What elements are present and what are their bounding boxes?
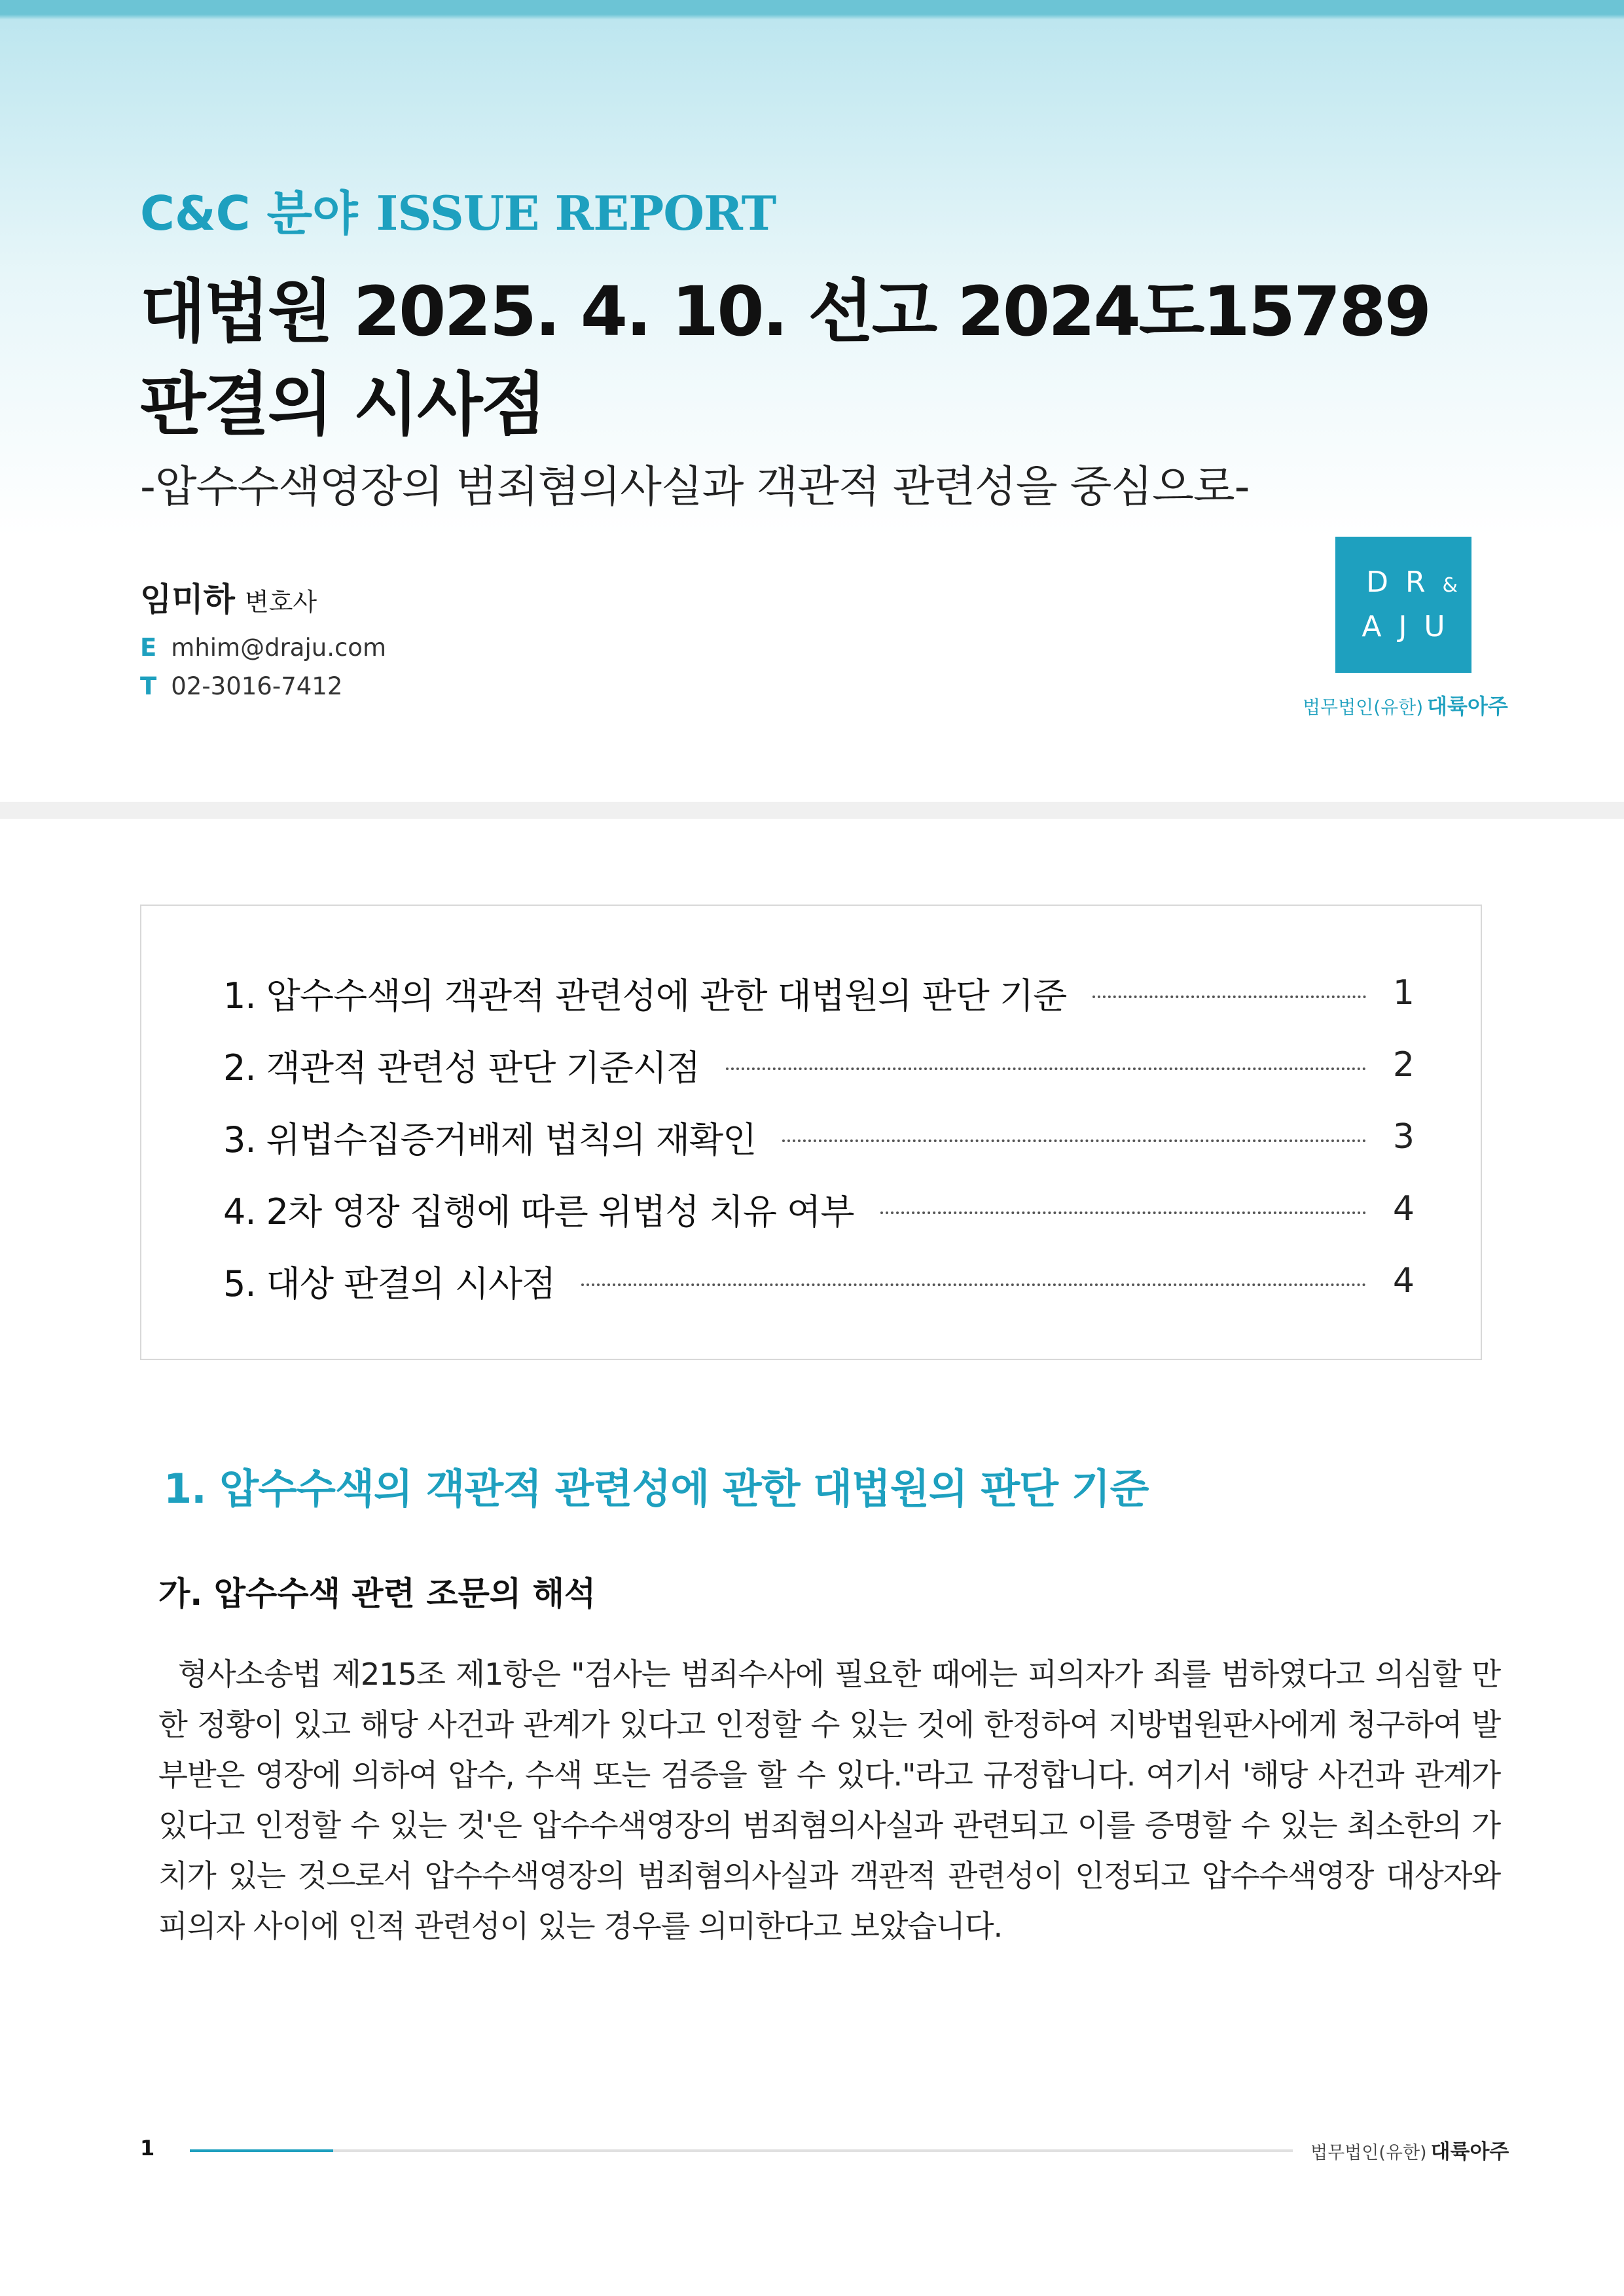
author-role: 변호사 — [245, 588, 317, 617]
firm-name-prefix: 법무법인(유한) — [1303, 696, 1424, 718]
email-link[interactable]: mhim@draju.com — [171, 634, 386, 662]
toc-leader-dots — [880, 1211, 1367, 1214]
toc-item-page: 3 — [1392, 1117, 1415, 1157]
toc-item[interactable] — [223, 1039, 1415, 1091]
table-of-contents — [140, 905, 1482, 1360]
toc-item-page: 2 — [1392, 1045, 1415, 1085]
page-number: 1 — [140, 2136, 155, 2161]
toc-leader-dots — [1092, 996, 1366, 998]
firm-name — [1303, 690, 1508, 720]
toc-item-label: 2. 객관적 관련성 판단 기준시점 — [223, 1047, 700, 1088]
page-progress-bar — [190, 2149, 1293, 2152]
toc-item-page: 4 — [1392, 1189, 1415, 1229]
firm-name-main: 대륙아주 — [1427, 694, 1508, 719]
author-email — [140, 634, 386, 662]
header-separator — [0, 802, 1624, 819]
logo-row-1-text: DR — [1366, 565, 1443, 599]
toc-leader-dots — [581, 1283, 1366, 1286]
toc-item-label: 4. 2차 영장 집행에 따른 위법성 치유 여부 — [223, 1191, 854, 1232]
logo-row-2: AJU — [1362, 610, 1462, 643]
toc-leader-dots — [782, 1139, 1366, 1142]
footer-brand — [1310, 2135, 1509, 2164]
firm-logo — [1335, 537, 1471, 673]
report-category — [140, 175, 776, 243]
logo-row-1 — [1335, 565, 1471, 599]
report-category-en: ISSUE REPORT — [376, 185, 776, 241]
toc-item-page: 4 — [1392, 1261, 1415, 1300]
report-category-ko: C&C 분야 — [140, 186, 358, 241]
section-subheading: 가. 압수수색 관련 조문의 해석 — [158, 1575, 596, 1613]
section-title: 1. 압수수색의 객관적 관련성에 관한 대법원의 판단 기준 — [164, 1465, 1149, 1513]
page-title-line-1: 대법원 2025. 4. 10. 선고 2024도15789 — [140, 272, 1430, 351]
phone-number: 02-3016-7412 — [171, 672, 343, 700]
footer-brand-name: 대륙아주 — [1430, 2140, 1509, 2164]
toc-item-page: 1 — [1392, 973, 1415, 1013]
logo-ampersand: & — [1442, 574, 1458, 597]
author-phone — [140, 672, 342, 700]
toc-item[interactable] — [223, 1255, 1415, 1307]
toc-item-label: 1. 압수수색의 객관적 관련성에 관한 대법원의 판단 기준 — [223, 975, 1067, 1016]
page-title — [140, 265, 1515, 451]
toc-leader-dots — [726, 1067, 1366, 1070]
toc-item-label: 5. 대상 판결의 시사점 — [223, 1263, 556, 1304]
email-key: E — [140, 634, 157, 662]
section-body-text: 형사소송법 제215조 제1항은 "검사는 범죄수사에 필요한 때에는 피의자가 죄를 범하였다고 의심할 만한 정황이 있고 해당 사건과 관계가 있다고 인정할 수 있는 것에 한정하여 지방법원판사에게 청구하여 발부받은 영장에 의하여 압수, 수색 또는 검증을 할 수 있다."라고 규정합니다. 여기서 '해당 사건과 관계가 있다고 인정할 수 있는 것'은 압수수색영장의 범죄혐의사실과 관련되고 이를 증명할 수 있는 최소한의 가치가 있는 것으로서 압수수색영장의 범죄혐의사실과 객관적 관련성이 인정되고 압수수색영장 대상자와 피의자 사이에 인적 관련성이 있는 경우를 의미한다고 보았습니다. — [158, 1657, 1500, 1944]
section-body — [158, 1649, 1500, 1952]
footer-brand-prefix: 법무법인(유한) — [1310, 2143, 1427, 2163]
author-name: 임미하 — [140, 581, 235, 619]
page-subtitle: -압수수색영장의 범죄혐의사실과 객관적 관련성을 중심으로- — [140, 461, 1250, 512]
author — [140, 573, 317, 620]
page-title-line-2: 판결의 시사점 — [140, 365, 545, 444]
toc-item-label: 3. 위법수집증거배제 법칙의 재확인 — [223, 1119, 757, 1160]
phone-key: T — [140, 672, 157, 700]
page-progress-fill — [190, 2149, 333, 2152]
toc-item[interactable] — [223, 1183, 1415, 1235]
toc-item[interactable] — [223, 1111, 1415, 1163]
toc-item[interactable] — [223, 967, 1415, 1019]
